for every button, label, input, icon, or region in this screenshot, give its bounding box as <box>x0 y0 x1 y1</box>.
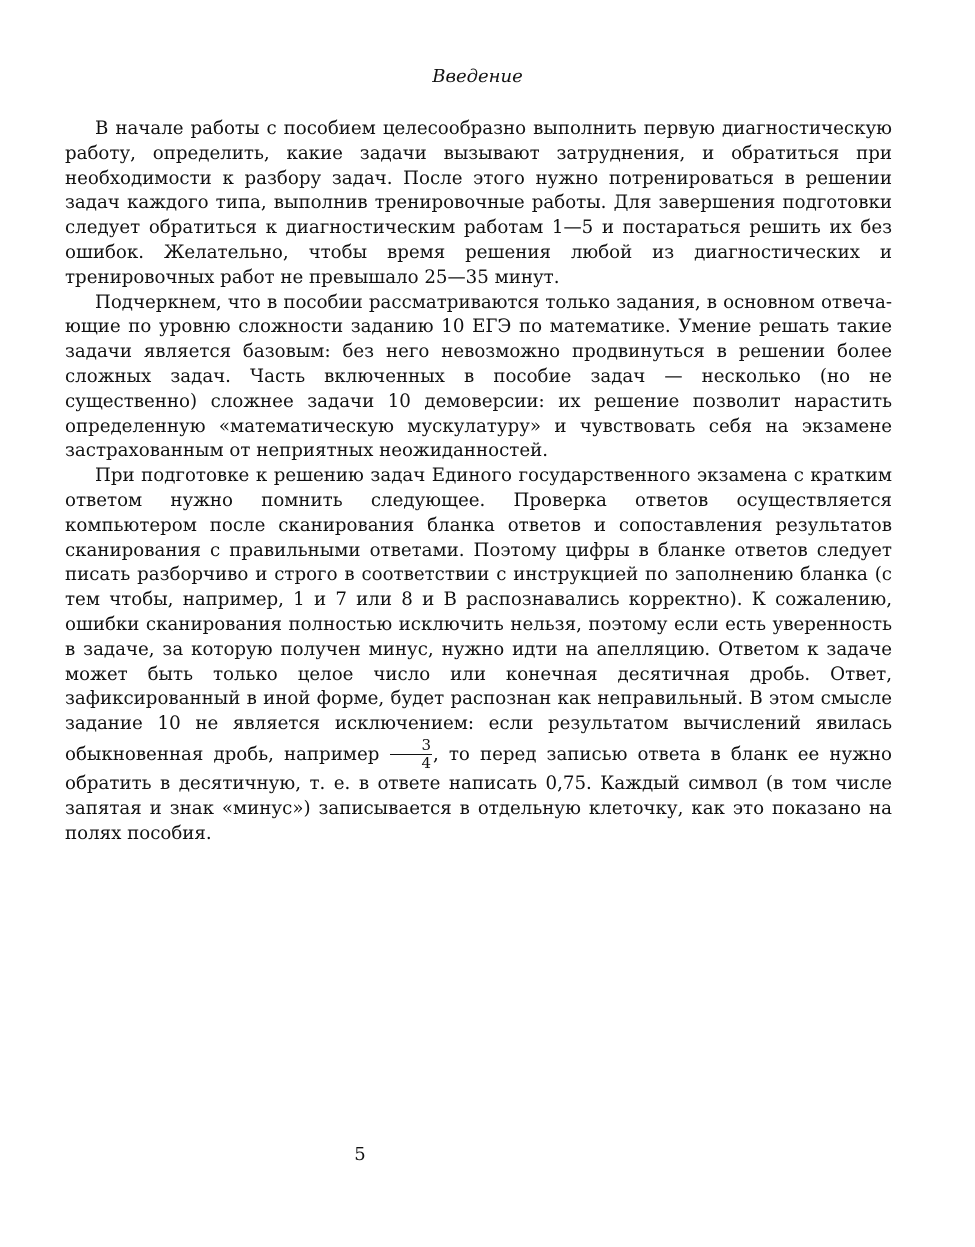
paragraph-1: В начале работы с пособием целесообразно выполнить первую диагностическую работу, определить, какие задачи вызывают затруднения, и обратиться при необходимости к разбору задач. После этого нужно потренироваться в решении задач каждого типа, выполнив тренировочные работы. Для завершения подготовки следует обратиться к диагностическим работам 1—5 и постараться решить их без ошибок. Желательно, чтобы время решения любой из диагностических и тренировочных работ не превышало 25—35 минут. <box>65 118 892 288</box>
paragraph-2: Подчеркнем, что в пособии рассматриваются только задания, в основном отвечающие по уровню сложности заданию 10 ЕГЭ по математике. Умение решать такие задачи является базовым: без него невозможно продвинуться в решении более сложных задач. Часть включенных в пособие задач — несколько (но не существенно) сложнее задачи 10 демоверсии: их решение позволит нарастить определенную «математическую мускулатуру» и чувствовать себя на экзамене застрахованным от неприятных неожиданностей. <box>65 291 892 462</box>
body-text <box>65 117 892 846</box>
fraction-three-quarters <box>390 737 432 772</box>
page-number: 5 <box>354 1144 366 1165</box>
fraction-numerator: 3 <box>390 737 432 755</box>
page-header <box>0 66 955 88</box>
paragraph-3-text-before-fraction: При подготовке к решению задач Единого государственного экзамена с кратким ответом нужно помнить следующее. Проверка ответов осуществляется компьютером после сканирования бланка ответов и сопоставления результатов сканирования с правильными ответами. Поэтому цифры в бланке ответов следует писать разборчиво и строго в соответствии с инструкцией по заполнению бланка (с тем чтобы, например, 1 и 7 или 8 и В распознавались корректно). К сожалению, ошибки сканирования полностью исключить нельзя, поэтому если есть уверенность в задаче, за которую получен минус, нужно идти на апелляцию. Ответом к задаче может быть только целое число или конечная десятичная дробь. Ответ, зафиксированный в иной форме, будет распознан как неправильный. В этом смысле задание 10 не является исключением: если результатом вычислений явилась обыкновенная дробь, например <box>65 465 892 765</box>
paragraph-3 <box>65 464 892 846</box>
section-title: Введение <box>432 66 523 87</box>
paragraph-3-text-after-fraction: , то перед записью ответа в бланк ее нужно обратить в десятичную, т. е. в ответе написать 0,75. Каждый символ (в том числе запятая и знак «минус») записывается в отдельную клеточку, как это показано на полях пособия. <box>65 743 892 844</box>
fraction-denominator: 4 <box>421 753 431 772</box>
